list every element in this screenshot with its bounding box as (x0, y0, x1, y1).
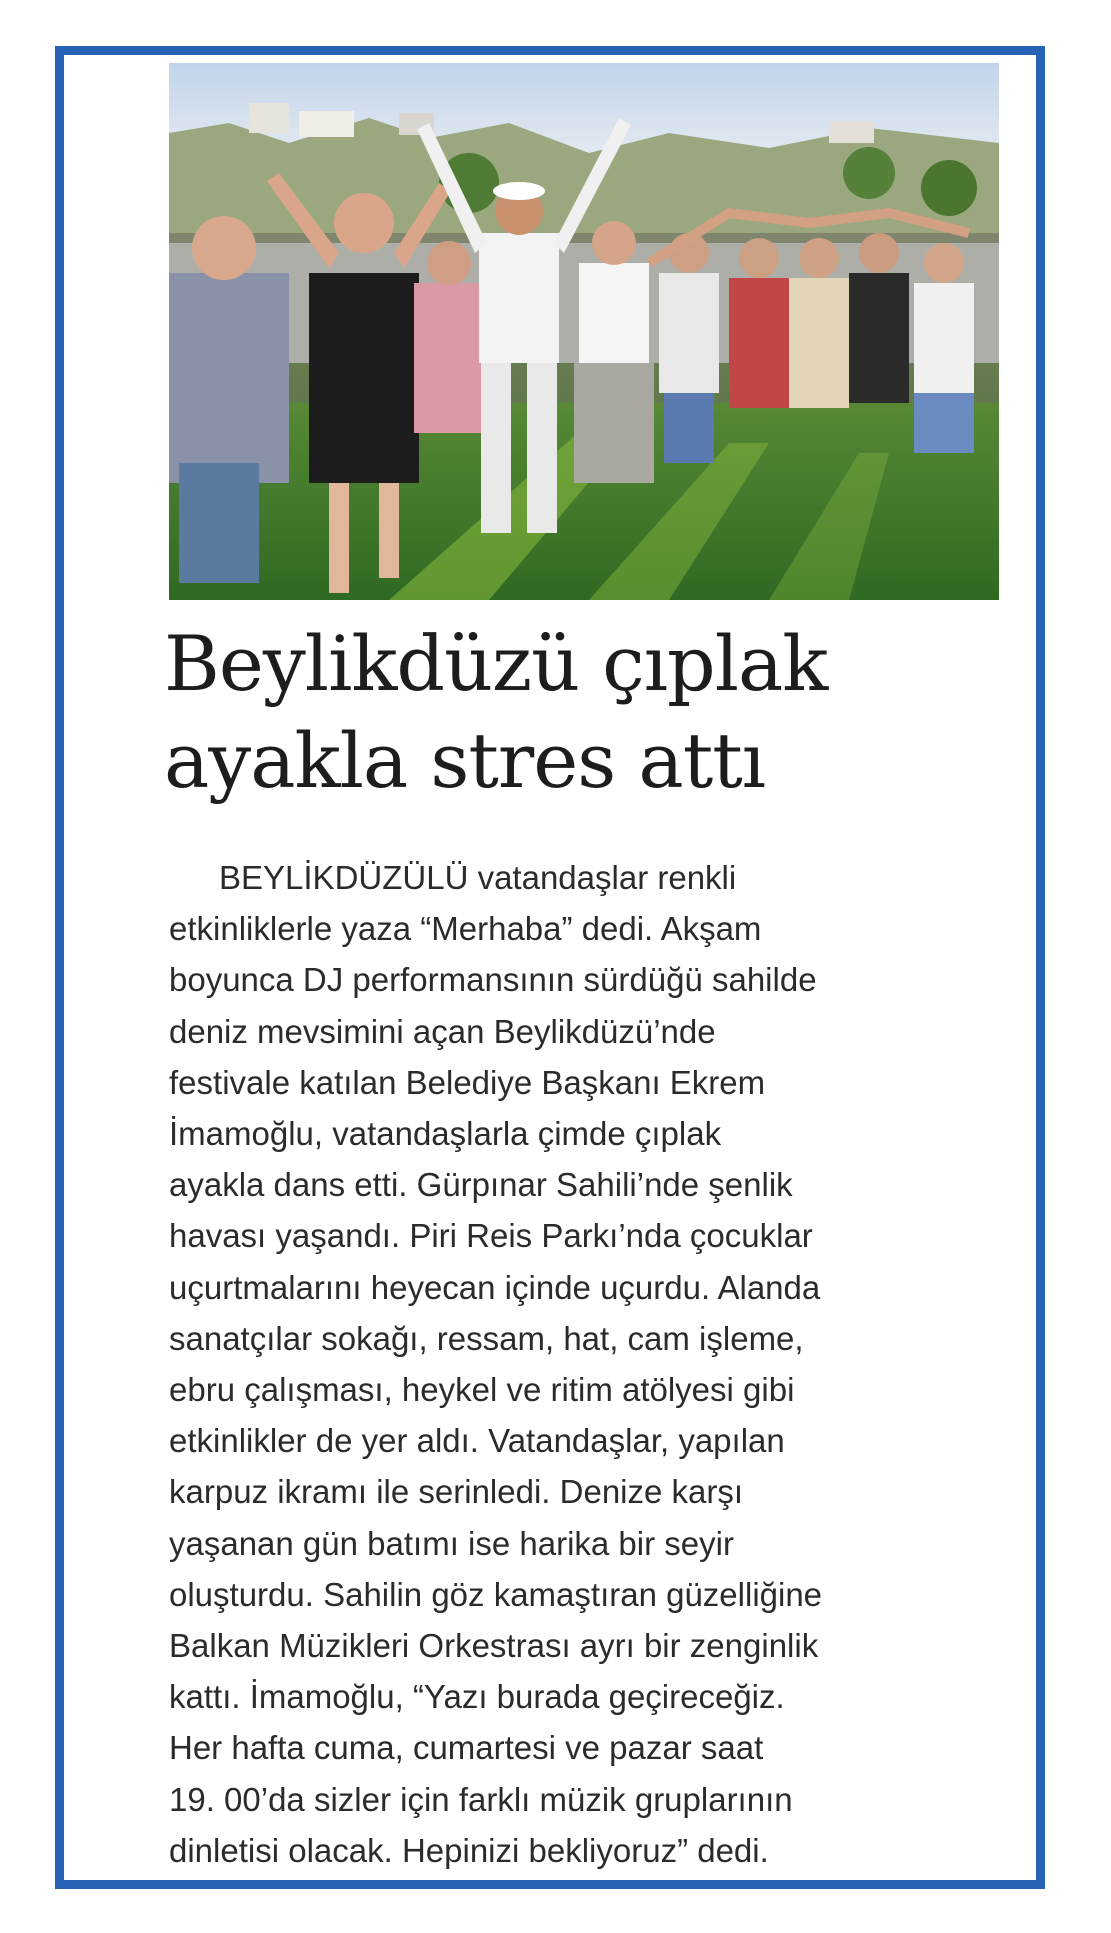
body-line: kattı. İmamoğlu, “Yazı burada geçireceğiz. (169, 1678, 785, 1716)
body-line: yaşanan gün batımı ise harika bir seyir (169, 1524, 734, 1562)
body-line: ayakla dans etti. Gürpınar Sahili’nde şenlik (169, 1166, 793, 1204)
body-line: deniz mevsimini açan Beylikdüzü’nde (169, 1012, 716, 1050)
body-line: etkinlikler de yer aldı. Vatandaşlar, yapılan (169, 1422, 785, 1460)
body-line: havası yaşandı. Piri Reis Parkı’nda çocuklar (169, 1217, 813, 1255)
headline-line: ayakla stres attı (164, 716, 766, 805)
article-headline (164, 615, 1004, 809)
body-line: boyunca DJ performansının sürdüğü sahilde (169, 961, 817, 999)
body-line: festivale katılan Belediye Başkanı Ekrem (169, 1063, 766, 1101)
body-line: İmamoğlu, vatandaşlarla çimde çıplak (169, 1115, 722, 1153)
article-body (169, 852, 1019, 1876)
body-line: uçurtmalarını heyecan içinde uçurdu. Alanda (169, 1268, 821, 1306)
body-line: karpuz ikramı ile serinledi. Denize karşı (169, 1473, 744, 1511)
body-line: 19. 00’da sizler için farklı müzik gruplarının (169, 1780, 793, 1818)
article-clipping-frame (55, 46, 1045, 1889)
headline-line: Beylikdüzü çıplak (164, 619, 828, 708)
body-line: Her hafta cuma, cumartesi ve pazar saat (169, 1729, 764, 1767)
body-line: sanatçılar sokağı, ressam, hat, cam işleme, (169, 1319, 804, 1357)
body-line: etkinliklerle yaza “Merhaba” dedi. Akşam (169, 910, 762, 948)
body-line: dinletisi olacak. Hepinizi bekliyoruz” dedi. (169, 1831, 769, 1869)
body-line: ebru çalışması, heykel ve ritim atölyesi gibi (169, 1371, 795, 1409)
body-line: oluşturdu. Sahilin göz kamaştıran güzelliğine (169, 1575, 823, 1613)
body-line: BEYLİKDÜZÜLÜ vatandaşlar renkli (219, 859, 737, 896)
crowd-photo (169, 63, 999, 600)
body-line: Balkan Müzikleri Orkestrası ayrı bir zenginlik (169, 1627, 819, 1665)
